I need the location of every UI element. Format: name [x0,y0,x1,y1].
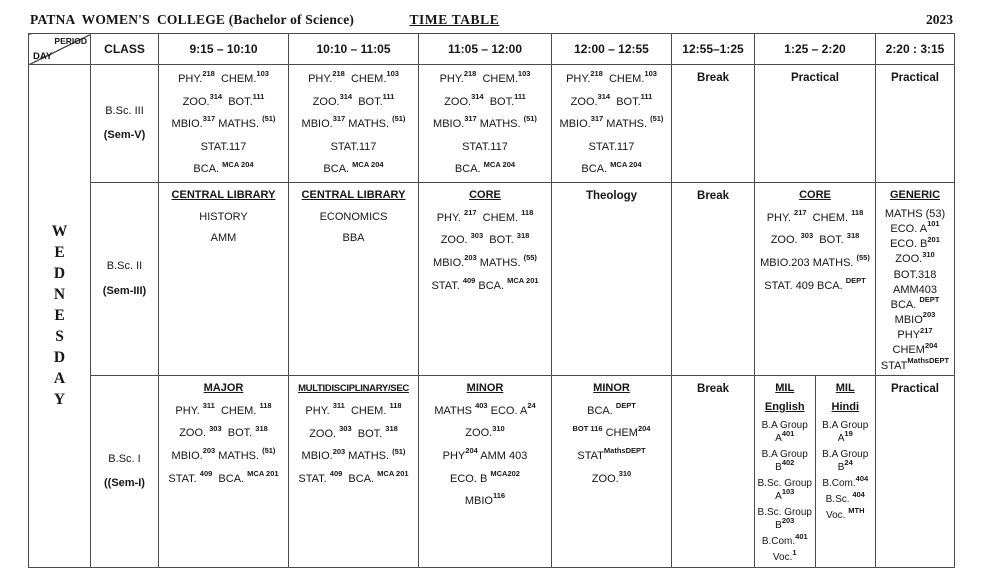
cell-heading: MINOR [593,382,630,394]
cell-line: ECO. $B^{201}$ [890,234,940,251]
class-name: B.Sc. II [106,260,143,273]
period-cell-r3-c3 [419,376,552,568]
cell-line: PHY$^{217}$ [897,325,933,342]
cell-line: ZOO.$^{310}$ [465,423,505,440]
cell-line: ZOO. $^{303}$ BOT. $^{318}$ [770,230,860,247]
cell-line: PHY. $^{311}$ CHEM. $^{118}$ [175,401,272,417]
day-vertical-text [29,221,90,410]
period-cell-r1-c5 [672,65,755,183]
cell-line: B.Sc. $^{404}$ [825,489,865,505]
college-title: PATNA WOMEN'S COLLEGE (Bachelor of Science) [30,12,355,27]
cell-line: B.A Group $A^{401}$ [761,419,811,444]
cell-heading: MINOR [466,382,504,394]
period-cell-r3-c6 [755,376,876,568]
cell-line: STAT.117 [462,140,508,153]
period-cell-r2-c7 [876,183,955,376]
cell-heading: MAJOR [203,382,244,394]
day-cell [29,65,91,568]
cell-line: STAT. $^{409}$ BCA. $^{MCA 201}$ [298,469,409,485]
cell-line: STAT. $^{409}$ BCA. $^{MCA 201}$ [168,468,279,485]
day-label: DAY [33,51,53,62]
cell-line: MBIO.203 MATHS. $^{(55)}$ [760,253,870,270]
period-cell-r1-c2 [289,65,419,183]
day-letter: S [55,328,64,346]
period-cell-r3-c5 [672,376,755,568]
cell-line: MBIO.$^{317}$ MATHS. $^{(51)}$ [559,114,664,131]
period-cell-r1-c1 [159,65,289,183]
cell-line: PHY$^{204}$ AMM 403 [442,446,528,463]
cell-line: STAT.117 [588,140,635,153]
cell-line: B.Sc. Group $A^{103}$ [757,477,815,502]
period-cell-r1-c7 [876,65,955,183]
cell-heading: CORE [799,189,831,201]
cell-line: MBIO.$^{317}$ MATHS. $^{(51)}$ [301,114,406,131]
cell-line: AMM [210,231,237,244]
cell-line: ZOO.$^{314}$ BOT.$^{111}$ [444,91,526,108]
period-cell-r2-c4 [552,183,672,376]
class-cell-2 [91,183,159,376]
cell-line: PHY.$^{218}$ CHEM.$^{103}$ [178,69,269,85]
cell-heading: CENTRAL LIBRARY [301,189,406,201]
cell-line: STAT.117 [200,140,247,153]
period-cell-r2-c3 [419,183,552,376]
cell-line: PHY.$^{218}$ CHEM.$^{103}$ [308,69,399,85]
mil-subcolumn-english [755,376,816,567]
cell-heading: GENERIC [889,189,941,201]
cell-line: ZOO. $^{303}$ BOT. $^{318}$ [179,423,268,440]
cell-line: ZOO.$^{310}$ [895,249,935,266]
cell-line: $STAT^{MathsDEPT}$ [577,446,646,463]
period-column-header-2: 10:10 – 11:05 [289,34,419,65]
cell-line: BOT.318 [893,268,937,281]
cell-line: MBIO.$^{203}$ MATHS. $^{(51)}$ [171,446,276,463]
column-header-row [29,34,955,65]
period-cell-r3-c2 [289,376,419,568]
day-letter: D [53,265,66,283]
cell-line: Voc. $^{MTH}$ [826,505,865,521]
cell-line: PHY.$^{218}$ CHEM.$^{103}$ [566,69,657,85]
cell-line: MBIO.$^{203}$ MATHS. $^{(55)}$ [433,253,537,270]
day-letter: Y [53,391,66,409]
cell-line: Practical [891,72,939,84]
cell-line: B.Com.$^{404}$ [822,473,869,489]
title-bar [28,9,955,33]
cell-line: ECONOMICS [319,210,388,223]
period-cell-r2-c2 [289,183,419,376]
cell-line: ZOO.$^{310}$ [591,468,632,485]
class-column-header: CLASS [91,34,159,65]
year-label: 2023 [926,12,953,27]
day-letter: A [53,370,66,388]
cell-line: Practical [891,383,939,395]
timetable-row-b-sc-iii [29,65,955,183]
class-cell-1 [91,65,159,183]
day-letter: N [53,286,66,304]
timetable-grid [28,33,955,568]
cell-line: MATHS $^{403}$ ECO. $A^{24}$ [434,401,536,417]
mil-subcolumn-hindi [816,376,876,567]
cell-line: $^{BOT 116}$ CHEM$^{204}$ [572,423,651,440]
period-column-header-5: 12:55–1:25 [672,34,755,65]
cell-line: ZOO.$^{314}$ BOT.$^{111}$ [182,91,265,108]
cell-line: ECO. B $^{MCA202}$ [450,468,520,485]
period-column-header-6: 1:25 – 2:20 [755,34,876,65]
class-name: B.Sc. III [105,104,144,117]
cell-line: Theology [585,190,638,202]
semester-label: (Sem-V) [103,129,146,141]
cell-line: BBA [342,231,365,244]
period-cell-r2-c1 [159,183,289,376]
cell-heading: MIL [835,382,855,394]
timetable-title: TIME TABLE [409,12,500,27]
cell-line: CHEM$^{204}$ [892,340,938,357]
cell-line: ZOO. $^{303}$ BOT. $^{318}$ [440,230,530,247]
cell-line: STAT. 409 BCA. $^{DEPT}$ [764,275,866,292]
cell-line: STAT.117 [330,140,377,153]
cell-line: MBIO$^{116}$ [464,491,506,508]
semester-label: (Sem-III) [102,284,147,297]
cell-line: HISTORY [199,210,248,223]
cell-line: BCA. $^{DEPT}$ [890,295,940,311]
cell-line: BCA. $^{MCA 204}$ [323,159,384,176]
timetable-row-b-sc-i [29,376,955,568]
period-day-corner-cell [29,34,91,65]
period-cell-r1-c6 [755,65,876,183]
cell-heading: Hindi [831,400,859,413]
cell-line: PHY. $^{217}$ CHEM. $^{118}$ [766,208,864,224]
cell-line: AMM403 [892,283,938,296]
cell-heading: MIL [775,382,795,394]
cell-line: B.A Group $B^{402}$ [761,448,811,473]
cell-line: B.Sc. Group $B^{203}$ [757,506,815,531]
period-cell-r3-c1 [159,376,289,568]
timetable-row-b-sc-ii [29,183,955,376]
cell-line: ECO. $A^{101}$ [890,219,940,236]
cell-line: B.A Group $B^{24}$ [822,448,872,473]
cell-heading: MULTIDISCIPLINARY/SEC [298,383,409,394]
cell-line: ZOO. $^{303}$ BOT. $^{318}$ [309,424,398,440]
cell-line: ZOO.$^{314}$ BOT.$^{111}$ [312,91,395,108]
period-cell-r1-c4 [552,65,672,183]
cell-heading: CENTRAL LIBRARY [171,189,276,201]
cell-line: B.Com.$^{401}$ [761,531,808,547]
cell-line: MBIO.$^{203}$ MATHS. $^{(51)}$ [301,446,406,463]
mil-split-wrapper [755,376,875,567]
cell-line: PHY. $^{311}$ CHEM. $^{118}$ [305,401,402,418]
cell-line: Break [697,72,729,84]
cell-line: Voc.$^1$ [772,547,797,563]
cell-line: MBIO.$^{317}$ MATHS. $^{(51)}$ [171,114,276,131]
semester-label: ((Sem-I) [104,476,145,489]
period-cell-r3-c4 [552,376,672,568]
cell-line: BCA. $^{MCA 204}$ [193,159,254,176]
day-letter: E [54,244,65,262]
period-column-header-4: 12:00 – 12:55 [552,34,672,65]
period-cell-r2-c6 [755,183,876,376]
class-cell-3 [91,376,159,568]
period-label: PERIOD [54,36,87,46]
cell-heading: English [764,400,805,413]
cell-line: BCA. $^{MCA 204}$ [581,159,642,176]
period-column-header-1: 9:15 – 10:10 [159,34,289,65]
cell-line: BCA. $^{DEPT}$ [587,401,636,417]
period-cell-r1-c3 [419,65,552,183]
day-letter: W [51,223,68,241]
period-column-header-3: 11:05 – 12:00 [419,34,552,65]
day-letter: D [53,349,66,367]
day-letter: E [54,307,65,325]
cell-line: $STAT^{MathsDEPT}$ [880,356,950,372]
cell-line: Break [697,383,729,395]
cell-line: PHY.$^{218}$ CHEM.$^{103}$ [439,69,531,85]
cell-line: B.A Group $A^{19}$ [822,419,871,444]
period-cell-r3-c7 [876,376,955,568]
period-column-header-7: 2:20 : 3:15 [876,34,955,65]
cell-line: Practical [791,72,839,84]
cell-line: STAT. $^{409}$ BCA. $^{MCA 201}$ [431,275,539,292]
cell-line: ZOO.$^{314}$ BOT.$^{111}$ [570,91,653,108]
period-cell-r2-c5 [672,183,755,376]
cell-line: MBIO$^{203}$ [894,310,936,327]
class-name: B.Sc. I [108,452,141,465]
cell-line: PHY. $^{217}$ CHEM. $^{118}$ [436,208,534,224]
cell-line: BCA. $^{MCA 204}$ [454,159,516,176]
cell-line: MBIO.$^{317}$ MATHS. $^{(51)}$ [433,114,537,131]
cell-line: Break [697,190,729,202]
cell-line: MATHS (53) [884,207,946,220]
cell-heading: CORE [469,189,501,201]
